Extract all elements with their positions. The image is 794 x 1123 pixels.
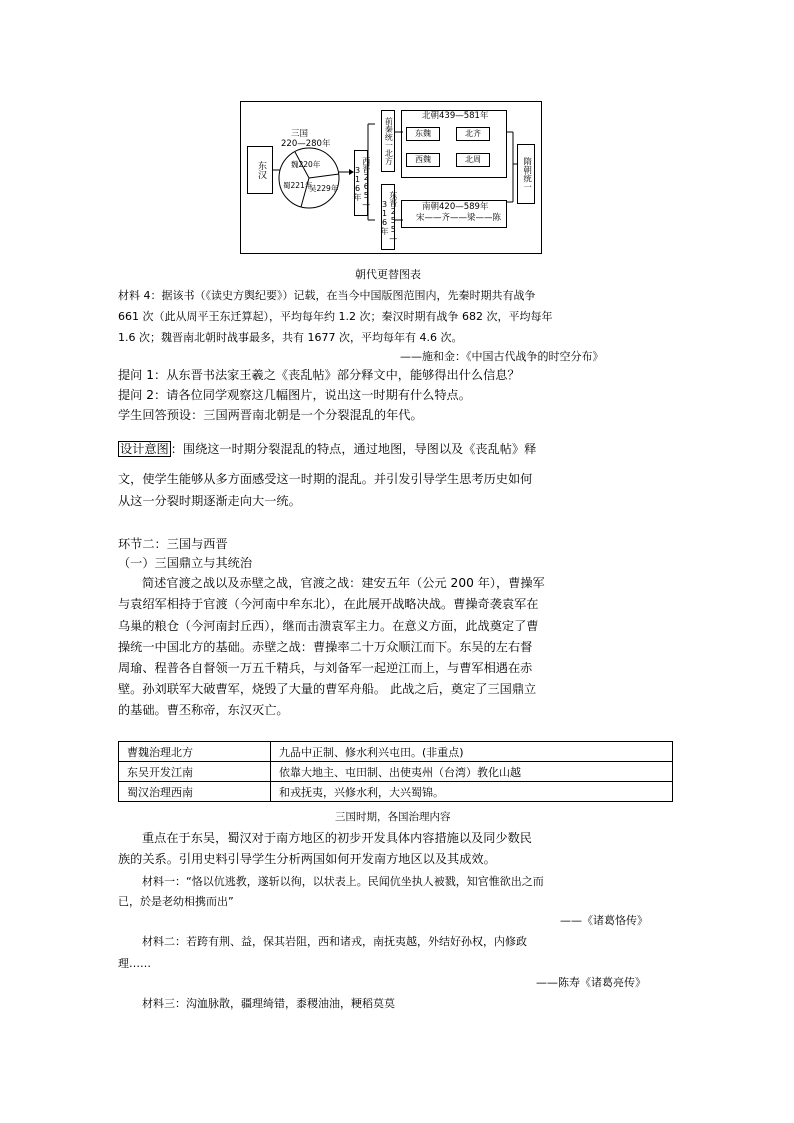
eastern-jin-label: 东晋255—316年 [380, 191, 398, 243]
analysis-line2: 族的关系。引用史料引导学生分析两国如何开发南方地区以及其成效。 [118, 852, 496, 866]
section2-subtitle: （一）三国鼎立与其统治 [118, 556, 253, 570]
three-kingdoms-label: 三国 [291, 129, 309, 139]
material4-line3: 1.6 次；魏晋南北朝时战事最多，共有 1677 次，平均每年有 4.6 次。 [118, 331, 463, 344]
former-qin-box [381, 110, 395, 172]
design-intent-line1 [118, 440, 536, 459]
southern-dynasties-label: 南朝420—589年 [422, 202, 489, 212]
shu-label: 蜀221年 [283, 181, 313, 190]
table-row [119, 742, 673, 762]
material4-line1: 材料 4：据该书（《读史方舆纪要》）记载，在当今中国版图范围内，先秦时期共有战争 [118, 289, 536, 302]
section2-para-line4: 操统一中国北方的基础。赤壁之战：曹操率二十万众顺江而下。东吴的左右督 [118, 640, 533, 654]
table-row [119, 762, 673, 782]
section2-para-line3: 乌巢的粮仓（今河南封丘西），继而击溃袁军主力。在意义方面，此战奠定了曹 [118, 619, 539, 633]
material4-line2: 661 次（此从周平王东迁算起），平均每年约 1.2 次；秦汉时期有战争 682 次，平均每年 [118, 310, 553, 323]
table-cell: 九品中正制、修水利兴屯田。(非重点) [271, 742, 673, 762]
sui-label: 隋朝统一 [521, 157, 532, 191]
former-qin-label: 前秦统一北方 [384, 117, 394, 165]
east-han-label: 东汉 [255, 161, 266, 179]
western-wei-label: 西魏 [415, 154, 431, 164]
western-jin-box [353, 150, 371, 216]
northern-zhou-box [456, 153, 490, 167]
material2-line2: 理…… [118, 957, 151, 970]
three-kingdoms-years: 220—280年 [281, 139, 331, 149]
eastern-wei-label: 东魏 [415, 128, 431, 138]
southern-sequence-label: 宋——齐——梁——陈 [416, 213, 502, 223]
western-jin-label: 西晋265—316年 [353, 157, 371, 209]
table-cell: 和戎抚夷，兴修水利，大兴蜀锦。 [271, 782, 673, 802]
figure-caption: 朝代更替图表 [355, 268, 421, 281]
eastern-wei-box [406, 127, 440, 141]
question-2: 提问 2：请各位同学观察这几幅图片，说出这一时期有什么特点。 [118, 388, 471, 402]
material1-source: ——《诸葛恪传》 [560, 914, 648, 927]
material1-line2: 已，於是老幼相携而出” [118, 895, 234, 908]
material2-source: ——陈寿《诸葛亮传》 [536, 976, 646, 989]
material1-line1: 材料一：“恪以伉逃教，遂斩以徇，以状表上。民闻伉坐执人被戮，知官惟欲出之而 [142, 875, 544, 888]
section2-para-line5: 周瑜、程普各自督领一万五千精兵，与刘备军一起逆江而上，与曹军相遇在赤 [118, 661, 533, 675]
eastern-jin-box [380, 184, 398, 250]
student-answer: 学生回答预设：三国两晋南北朝是一个分裂混乱的年代。 [118, 408, 423, 422]
table-row [119, 782, 673, 802]
northern-dynasties-box [401, 110, 507, 178]
east-han-box [247, 146, 273, 194]
table-cell: 曹魏治理北方 [119, 742, 271, 762]
table-cell: 东吴开发江南 [119, 762, 271, 782]
northern-dynasties-label: 北朝439—581年 [422, 111, 489, 121]
governance-table [118, 741, 673, 802]
southern-dynasties-box [401, 200, 507, 228]
section2-para-line7: 的基础。曹丕称帝，东汉灭亡。 [118, 703, 289, 717]
question-1: 提问 1：从东晋书法家王羲之《丧乱帖》部分释文中，能够得出什么信息？ [118, 368, 520, 382]
sui-box [517, 144, 535, 204]
material2-line1: 材料二：若跨有荆、益，保其岩阻，西和诸戎，南抚夷越，外结好孙权，内修政 [142, 935, 527, 948]
dynasty-chart-figure [240, 101, 542, 254]
northern-zhou-label: 北周 [465, 154, 481, 164]
table-cell: 依靠大地主、屯田制、出使夷州（台湾）教化山越 [271, 762, 673, 782]
northern-qi-box [456, 127, 490, 141]
material3-line1: 材料三：沟洫脉散，疆理绮错，黍稷油油，粳稻莫莫 [142, 997, 395, 1010]
design-intent-line2: 文，使学生能够从多方面感受这一时期的混乱。并引发引导学生思考历史如何 [118, 472, 533, 486]
table-cell: 蜀汉治理西南 [119, 782, 271, 802]
analysis-line1: 重点在于东吴，蜀汉对于南方地区的初步开发具体内容措施以及同少数民 [142, 831, 532, 845]
design-intent-text1: ：围绕这一时期分裂混乱的特点，通过地图，导图以及《丧乱帖》释 [170, 442, 537, 456]
section2-para-line6: 壁。孙刘联军大破曹军，烧毁了大量的曹军舟船。 此战之后，奠定了三国鼎立 [118, 682, 537, 696]
northern-qi-label: 北齐 [465, 128, 481, 138]
wei-label: 魏220年 [291, 160, 321, 169]
table-caption: 三国时期，各国治理内容 [335, 811, 451, 823]
design-intent-label: 设计意图 [120, 442, 169, 456]
wu-label: 吴229年 [309, 184, 339, 193]
material4-source: ——施和金：《中国古代战争的时空分布》 [400, 350, 604, 363]
section2-title: 环节二：三国与西晋 [118, 537, 228, 551]
section2-para-line2: 与袁绍军相持于官渡（今河南中牟东北），在此展开战略决战。曹操奇袭袁军在 [118, 597, 539, 611]
section2-para-line1: 简述官渡之战以及赤壁之战，官渡之战：建安五年（公元 200 年），曹操军 [142, 576, 545, 590]
design-intent-line3: 从这一分裂时期逐渐走向大一统。 [118, 494, 301, 508]
western-wei-box [406, 153, 440, 167]
